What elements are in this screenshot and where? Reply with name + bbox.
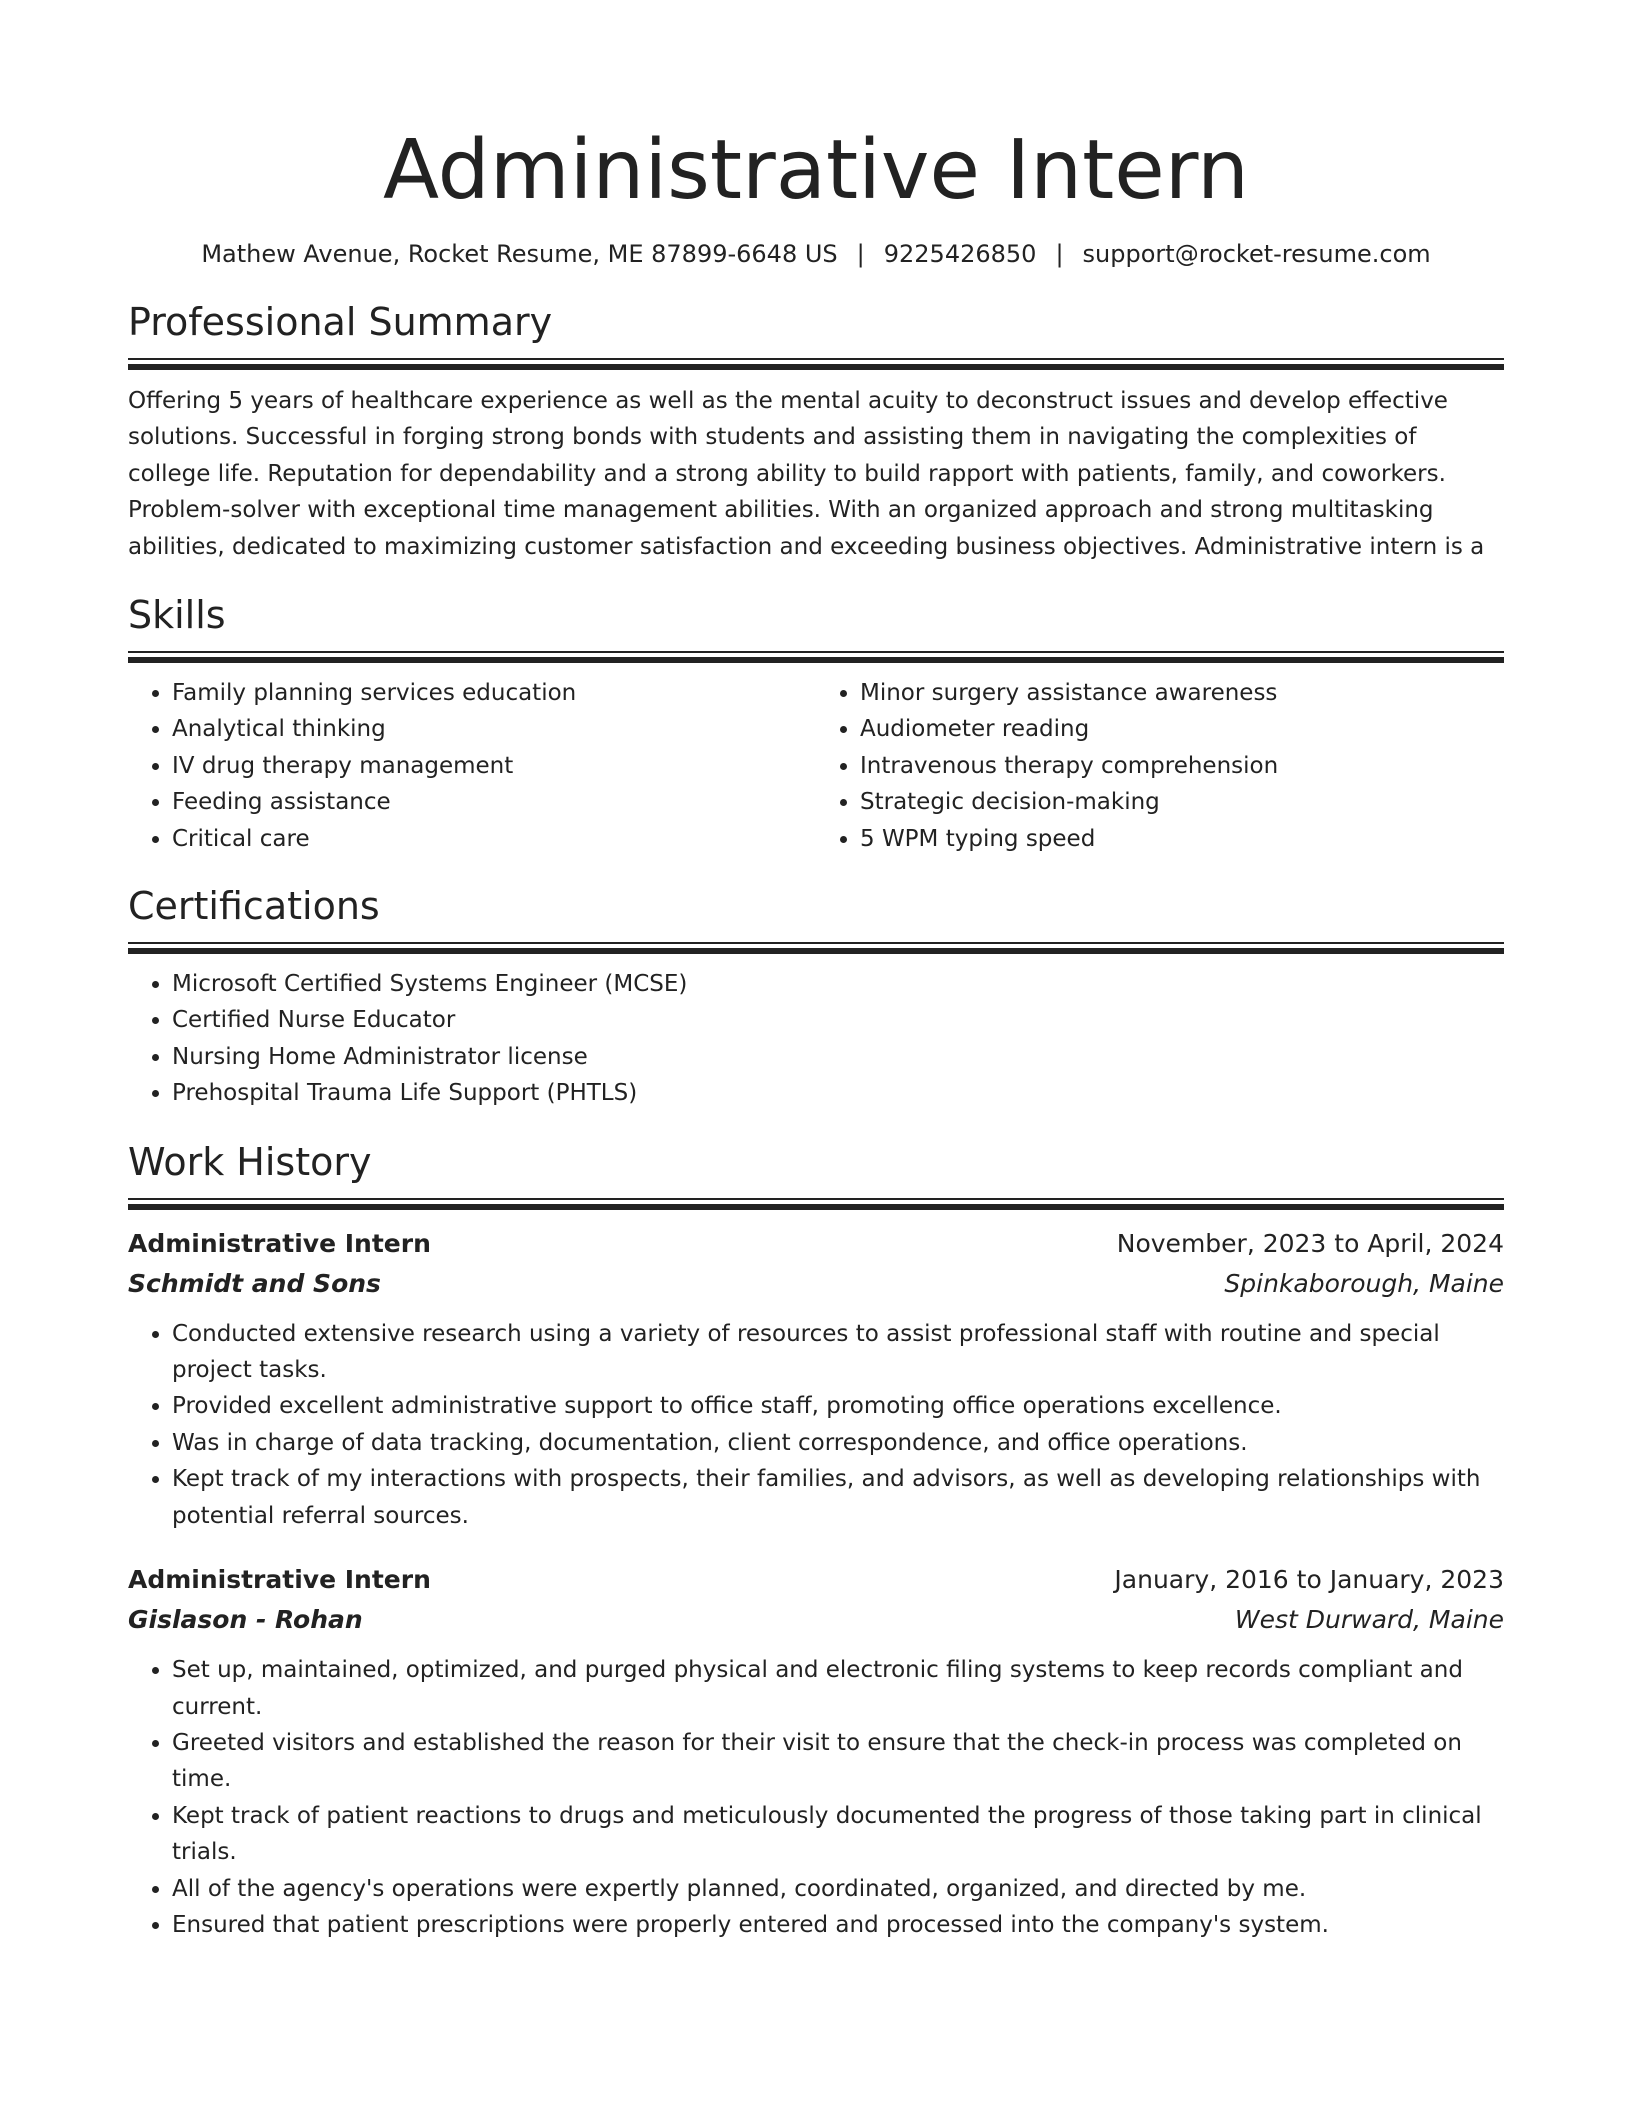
job-duty: • Ensured that patient prescriptions were properly entered and processed into the company's system. [172, 1907, 1504, 1943]
skills-section [128, 591, 1504, 857]
section-divider [128, 1198, 1504, 1210]
skill-item: • IV drug therapy management [172, 748, 816, 784]
skill-item: • Minor surgery assistance awareness [860, 675, 1504, 711]
summary-text: Offering 5 years of healthcare experience as well as the mental acuity to deconstruct issues and develop effective solutions. Successful in forging strong bonds with students and assisting them in navigating the complexities of college life. Reputation for dependability and a strong ability to build rapport with patients, family, and coworkers. Problem-solver with exceptional time management abilities. With an organized approach and strong multitasking abilities, dedicated to maximizing customer satisfaction and exceeding business objectives. Administrative intern is a [128, 388, 1485, 560]
job-duty: • Kept track of my interactions with prospects, their families, and advisors, as well as developing relationships with potential referral sources. [172, 1461, 1504, 1534]
contact-separator: | [856, 240, 865, 268]
job-duty: • Conducted extensive research using a variety of resources to assist professional staff with routine and special project tasks. [172, 1316, 1504, 1389]
job-location: West Durward, Maine [1234, 1605, 1504, 1635]
summary-section [128, 298, 1504, 565]
skill-item: • Feeding assistance [172, 784, 816, 820]
job-duty: • Was in charge of data tracking, documentation, client correspondence, and office operations. [172, 1425, 1504, 1461]
job-duties-list [128, 1652, 1504, 1943]
job-company: Schmidt and Sons [128, 1268, 381, 1298]
section-divider [128, 651, 1504, 663]
job-location: Spinkaborough, Maine [1224, 1268, 1504, 1298]
certification-item: • Prehospital Trauma Life Support (PHTLS) [172, 1075, 1504, 1111]
contact-line [128, 237, 1504, 271]
skill-item: • Family planning services education [172, 675, 816, 711]
skill-item: • Critical care [172, 821, 816, 857]
job-duty: • Provided excellent administrative support to office staff, promoting office operations excellence. [172, 1388, 1504, 1424]
job-title: Administrative Intern [128, 1228, 431, 1258]
skill-item: • Intravenous therapy comprehension [860, 748, 1504, 784]
resume-title: Administrative Intern [383, 123, 1249, 218]
job-header-row [128, 1560, 1504, 1600]
job-duty: • Kept track of patient reactions to drugs and meticulously documented the progress of those taking part in clinical trials. [172, 1798, 1504, 1871]
job-dates: January, 2016 to January, 2023 [1114, 1565, 1504, 1595]
job-entry [128, 1224, 1504, 1534]
contact-phone: 9225426850 [883, 240, 1037, 268]
job-subheader-row [128, 1600, 1504, 1640]
section-divider [128, 358, 1504, 370]
skills-columns [128, 675, 1504, 857]
skills-heading: Skills [128, 593, 226, 637]
skills-left-list [128, 675, 816, 857]
contact-email: support@rocket-resume.com [1082, 240, 1431, 268]
certification-item: • Certified Nurse Educator [172, 1002, 1504, 1038]
work-history-heading: Work History [128, 1139, 372, 1184]
certifications-section [128, 882, 1504, 1112]
certification-item: • Nursing Home Administrator license [172, 1039, 1504, 1075]
certifications-list [128, 966, 1504, 1112]
job-title: Administrative Intern [128, 1565, 431, 1595]
job-duty: • Set up, maintained, optimized, and purged physical and electronic filing systems to keep records compliant and current. [172, 1652, 1504, 1725]
section-divider [128, 942, 1504, 954]
work-history-section [128, 1138, 1504, 1944]
job-company: Gislason - Rohan [128, 1605, 363, 1635]
skill-item: • 5 WPM typing speed [860, 821, 1504, 857]
contact-separator: | [1055, 240, 1064, 268]
skill-item: • Analytical thinking [172, 711, 816, 747]
resume-page [128, 0, 1504, 1943]
summary-heading: Professional Summary [128, 300, 553, 344]
job-duties-list [128, 1316, 1504, 1534]
skill-item: • Audiometer reading [860, 711, 1504, 747]
skill-item: • Strategic decision-making [860, 784, 1504, 820]
job-entry [128, 1560, 1504, 1943]
job-duty: • All of the agency's operations were expertly planned, coordinated, organized, and directed by me. [172, 1871, 1504, 1907]
certifications-heading: Certifications [128, 884, 380, 929]
job-dates: November, 2023 to April, 2024 [1116, 1228, 1504, 1258]
skills-right-list [816, 675, 1504, 857]
contact-address: Mathew Avenue, Rocket Resume, ME 87899-6648 US [201, 240, 838, 268]
job-header-row [128, 1224, 1504, 1264]
job-duty: • Greeted visitors and established the reason for their visit to ensure that the check-in process was completed on time. [172, 1725, 1504, 1798]
job-subheader-row [128, 1264, 1504, 1304]
certification-item: • Microsoft Certified Systems Engineer (MCSE) [172, 966, 1504, 1002]
